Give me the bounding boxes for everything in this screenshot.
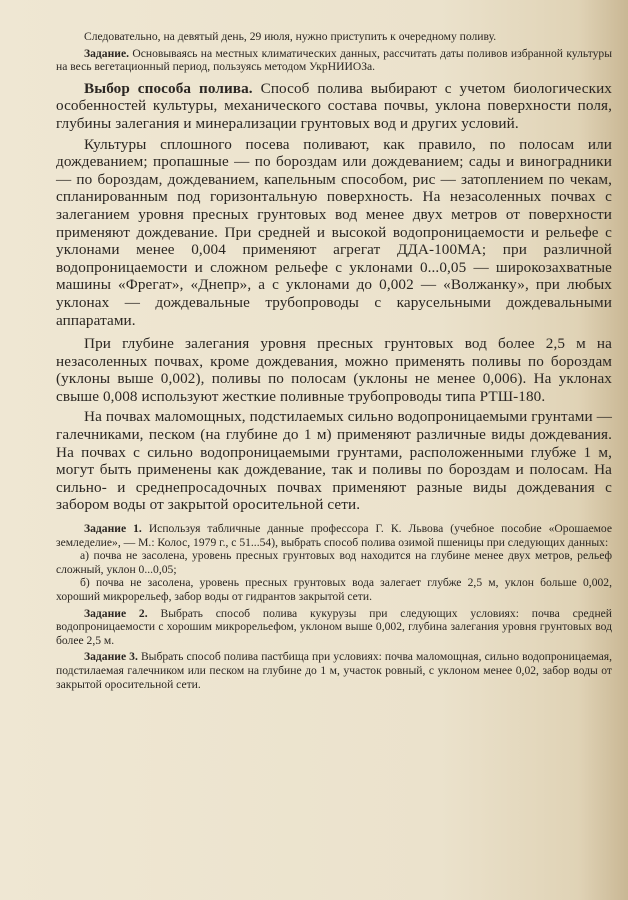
task-1-option-b — [56, 576, 612, 603]
section-p4-text: На почвах маломощных, подстилаемых сильно водопроницаемыми грунтами — галечниками, песком (на глубине до 1 м) применяют различные виды дождевания. На почвах с сильно водопроницаемыми грунтами, расположенными глубже 1 м, могут быть применены как дождевание, так и поливы по бороздам и полосам. На сильно- и среднепросадочных почвах применяют разные виды дождевания с забором воды от закрытой оросительной сети. — [56, 408, 612, 514]
task-1-option-b-text: б) почва не засолена, уровень пресных грунтовых вода залегает глубже 2,5 м, уклон больше 0,002, хороший микрорельеф, забор воды от гидрантов закрытой сети. — [56, 576, 612, 603]
section-heading: Выбор способа полива. — [84, 79, 253, 97]
task-regime-label: Задание. — [84, 46, 129, 60]
task-1-option-a-text: а) почва не засолена, уровень пресных грунтовых вод находится на глубине менее двух метров, рельеф сложный, уклон 0...0,05; — [56, 549, 612, 576]
section-p2-text: Культуры сплошного посева поливают, как правило, по полосам или дождеванием; пропашные — по бороздам или дождеванием; сады и виноградники — по бороздам, дождеванием, капельным способом, рис — затоплением по чекам, спланированным под горизонтальную поверхность. На незасоленных почвах с залеганием уровня пресных грунтовых вод менее двух метров от поверхности применяют дождевание. При средней и высокой водопроницаемости и рельефе с уклонами менее 0,004 применяют агрегат ДДА-100МА; при различной водопроницаемости и сложном рельефе с уклонами 0...0,05 — широкозахватные машины «Фрегат», «Днепр», а с уклонами до 0,002 — «Волжанку», при любых уклонах — дождевальные трубопроводы с карусельными дождевальными аппаратами. — [56, 135, 612, 329]
task-regime-text: Основываясь на местных климатических данных, рассчитать даты поливов избранной культуры на весь вегетационный период, пользуясь методом УкрНИИОЗа. — [56, 46, 613, 74]
section-paragraph-3 — [56, 335, 612, 405]
task-1-label: Задание 1. — [84, 522, 142, 536]
intro-text: Следовательно, на девятый день, 29 июля, нужно приступить к очередному поливу. — [84, 30, 497, 43]
task-1-paragraph — [56, 522, 612, 549]
task-3-text: Выбрать способ полива пастбища при условиях: почва маломощная, сильно водопроницаемая, подстилаемая галечником или песком на глубине до 1 м, участок ровный, с уклоном менее 0,02, забор воды от закрытой оросительной сети. — [56, 650, 612, 691]
text-column — [56, 30, 612, 691]
section-intro-paragraph — [56, 80, 612, 133]
section-paragraph-4 — [56, 408, 612, 514]
task-3-paragraph — [56, 650, 612, 691]
section-p3-text: При глубине залегания уровня пресных грунтовых вод более 2,5 м на незасоленных почвах, кроме дождевания, можно применять поливы по бороздам (уклоны выше 0,002), поливы по полосам (уклоны не менее 0,006). На уклонах свыше 0,008 используют жесткие поливные трубопроводы типа РТШ-180. — [56, 335, 612, 405]
task-regime-paragraph — [56, 47, 612, 74]
task-1-text: Используя табличные данные профессора Г. К. Львова (учебное пособие «Орошаемое земледелие», — М.: Колос, 1979 г., с 51...54), выбрать способ полива озимой пшеницы при следующих данных: — [56, 522, 613, 549]
task-2-text: Выбрать способ полива кукурузы при следующих условиях: почва средней водопроницаемости с хорошим микрорельефом, уклоном выше 0,002, глубина залегания уровня грунтовых вод более 2,5 м. — [56, 606, 613, 647]
task-2-paragraph — [56, 607, 612, 648]
section-paragraph-2 — [56, 136, 612, 330]
task-1-option-a — [56, 549, 612, 576]
task-2-label: Задание 2. — [84, 606, 148, 620]
section-p1-text: Способ полива выбирают с учетом биологических особенностей культуры, механического состава почвы, уклона поверхности поля, глубины залегания и минерализации грунтовых вод и других условий. — [56, 79, 613, 132]
intro-paragraph — [56, 30, 612, 44]
task-3-label: Задание 3. — [84, 650, 138, 664]
